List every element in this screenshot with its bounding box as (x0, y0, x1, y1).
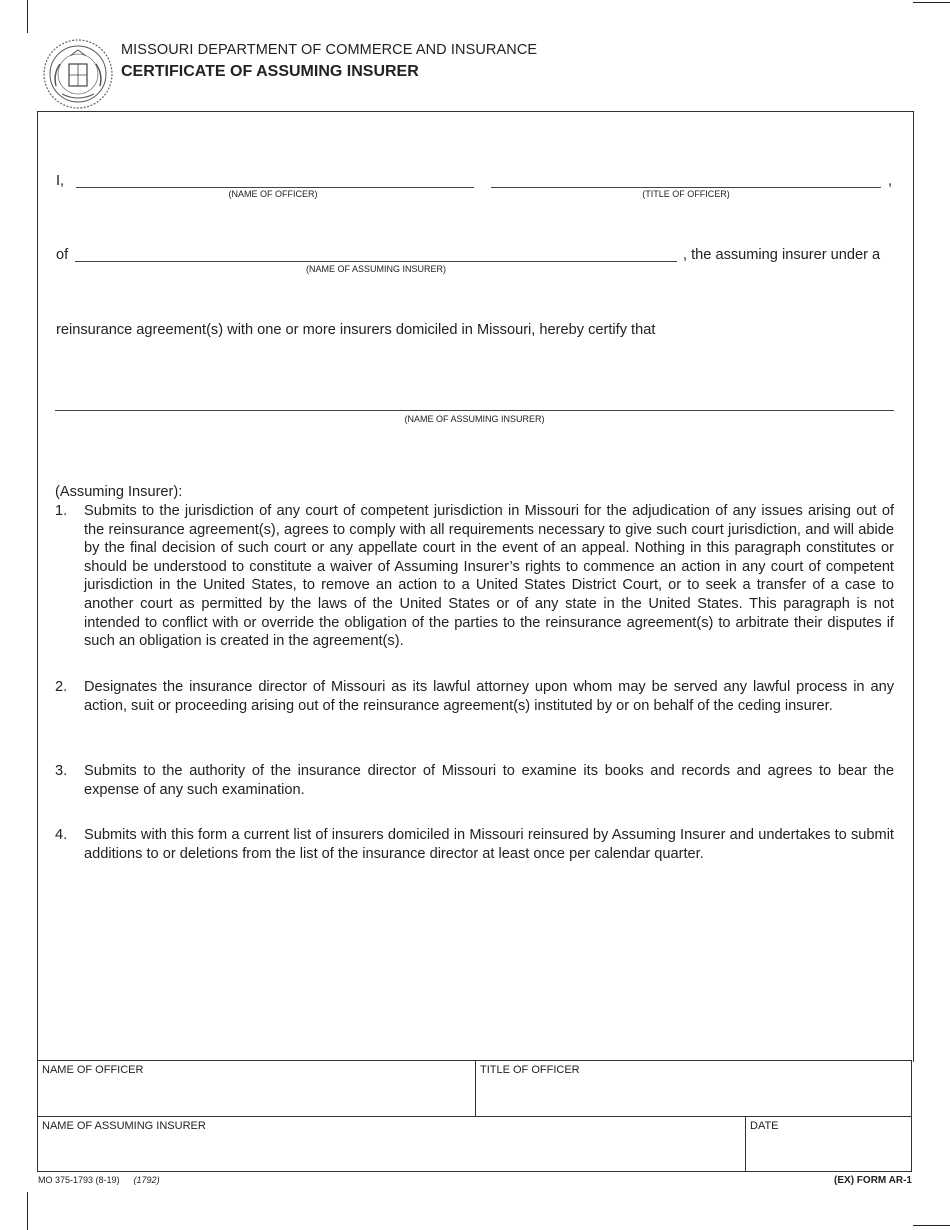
form-title: CERTIFICATE OF ASSUMING INSURER (121, 63, 419, 80)
crop-mark (913, 2, 950, 3)
list-item-text: Submits with this form a current list of insurers domiciled in Missouri reinsured by Assuming Insurer and undertakes to submit additions to or deletions from the list of the insurance director at least once per calendar quarter. (84, 827, 894, 862)
name-of-officer-label: NAME OF OFFICER (42, 1064, 144, 1076)
form-code: (1792) (133, 1175, 160, 1185)
crop-mark (913, 1225, 950, 1226)
date-label: DATE (750, 1120, 779, 1132)
name-of-officer-field[interactable] (42, 1081, 470, 1113)
agency-name: MISSOURI DEPARTMENT OF COMMERCE AND INSURANCE (121, 42, 538, 58)
list-item-number: 4. (55, 827, 68, 843)
grid-divider (745, 1116, 746, 1171)
name-of-assuming-insurer-field[interactable] (42, 1137, 740, 1169)
list-item (55, 678, 894, 715)
list-item (55, 762, 894, 799)
form-number (38, 1175, 160, 1185)
title-of-officer-field[interactable] (480, 1081, 906, 1113)
line2-suffix: , the assuming insurer under a (683, 247, 881, 263)
crop-mark (27, 0, 28, 33)
certification-list (55, 483, 894, 883)
grid-divider (475, 1061, 476, 1116)
assuming-insurer-caption-2: (NAME OF ASSUMING INSURER) (404, 414, 545, 424)
signature-block (37, 1060, 912, 1172)
line1-prefix: I, (56, 173, 65, 189)
assuming-insurer-caption: (NAME OF ASSUMING INSURER) (305, 264, 446, 274)
missouri-state-seal-icon (40, 38, 116, 112)
assuming-insurer-input[interactable] (75, 261, 677, 262)
list-item-text: Submits to the authority of the insurance director of Missouri to examine its books and records and agrees to bear the expense of any such examination. (84, 763, 894, 798)
officer-name-input[interactable] (76, 187, 474, 188)
date-field[interactable] (750, 1137, 906, 1169)
line3-text: reinsurance agreement(s) with one or more insurers domiciled in Missouri, hereby certify that (56, 322, 656, 338)
assuming-insurer-input-2[interactable] (55, 410, 894, 411)
list-item-number: 3. (55, 763, 68, 779)
name-of-assuming-insurer-label: NAME OF ASSUMING INSURER (42, 1120, 206, 1132)
form-id: (EX) FORM AR-1 (834, 1175, 912, 1186)
list-item-number: 1. (55, 503, 68, 519)
list-item-text: Submits to the jurisdiction of any court of competent jurisdiction in Missouri for the adjudication of any issues arising out of the reinsurance agreement(s), agrees to comply with all requirements necessary to give such court jurisdiction, and will abide by the final decision of such court or any appellate court in the event of an appeal. Nothing in this paragraph constitutes or should be understood to constitute a waiver of Assuming Insurer’s rights to commence an action in any court of competent jurisdiction in the United States, to remove an action to a United States District Court, or to seek a transfer of a case to another court as permitted by the laws of the United States or of any state in the United States. This paragraph is not intended to conflict with or override the obligation of the parties to the reinsurance agreement(s) to arbitrate their disputes if such an obligation is created in the agreement(s). (84, 503, 894, 650)
form-number-text: MO 375-1793 (8-19) (38, 1175, 120, 1185)
officer-title-caption: (TITLE OF OFFICER) (642, 189, 730, 199)
line1-suffix: , (888, 173, 893, 189)
list-item (55, 826, 894, 863)
line2-prefix: of (56, 247, 69, 263)
title-of-officer-label: TITLE OF OFFICER (480, 1064, 580, 1076)
officer-title-input[interactable] (491, 187, 881, 188)
list-item-text: Designates the insurance director of Missouri as its lawful attorney upon whom may be served any lawful process in any action, suit or proceeding arising out of the reinsurance agreement(s) instituted by or on behalf of the ceding insurer. (84, 679, 894, 714)
list-intro: (Assuming Insurer): (55, 484, 183, 500)
crop-mark (27, 1192, 28, 1230)
list-item (55, 502, 894, 651)
list-item-number: 2. (55, 679, 68, 695)
grid-divider (38, 1116, 911, 1117)
officer-name-caption: (NAME OF OFFICER) (228, 189, 318, 199)
